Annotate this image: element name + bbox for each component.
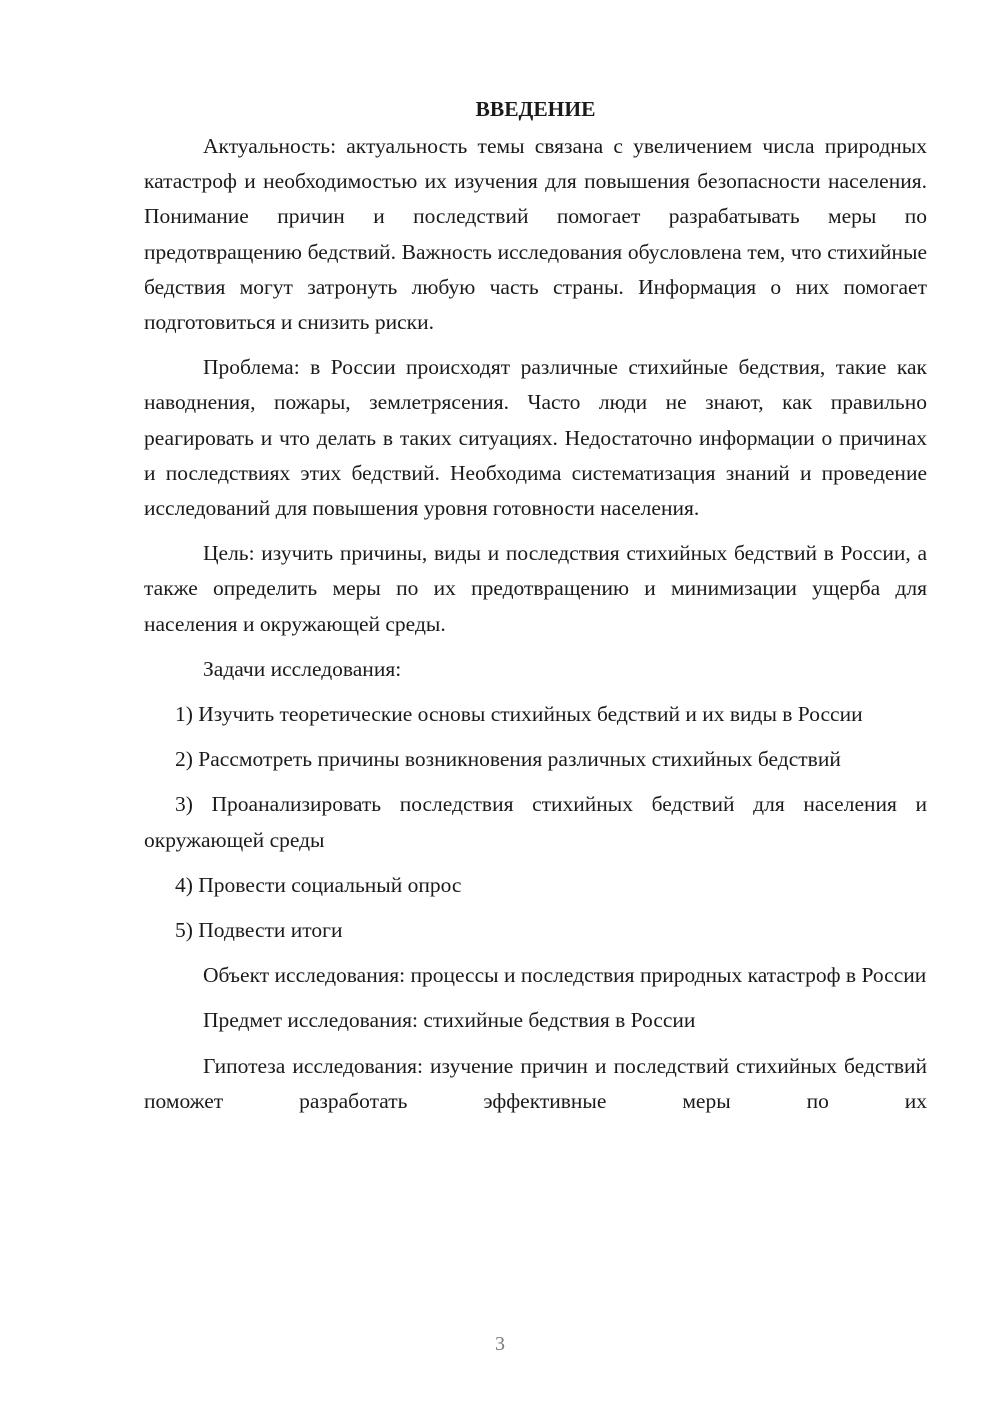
task-item: 2) Рассмотреть причины возникновения различных стихийных бедствий <box>175 747 841 772</box>
task-item: 1) Изучить теоретические основы стихийных бедствий и их виды в России <box>175 702 863 727</box>
relevance-paragraph: Актуальность: актуальность темы связана с увеличением числа природных катастроф и необходимостью их изучения для повышения безопасности населения. Понимание причин и последствий помогает разрабатывать меры по предотвращению бедствий. Важность исследования обусловлена тем, что стихийные бедствия могут затронуть любую часть страны. Информация о них помогает подготовиться и снизить риски. <box>144 134 927 335</box>
page-title: ВВЕДЕНИЕ <box>475 97 596 121</box>
task-item: 3) Проанализировать последствия стихийных бедствий для населения и окружающей среды <box>144 792 927 852</box>
object-paragraph: Объект исследования: процессы и последствия природных катастроф в России <box>203 963 927 988</box>
task-item: 5) Подвести итоги <box>175 918 343 943</box>
goal-paragraph: Цель: изучить причины, виды и последствия стихийных бедствий в России, а также определить меры по их предотвращению и минимизации ущерба для населения и окружающей среды. <box>144 541 927 636</box>
problem-paragraph: Проблема: в России происходят различные стихийные бедствия, такие как наводнения, пожары, землетрясения. Часто люди не знают, как правильно реагировать и что делать в таких ситуациях. Недостаточно информации о причинах и последствиях этих бедствий. Необходима систематизация знаний и проведение исследований для повышения уровня готовности населения. <box>144 355 927 521</box>
page-content <box>144 92 927 1129</box>
tasks-heading: Задачи исследования: <box>203 656 402 681</box>
task-item: 4) Провести социальный опрос <box>175 872 462 897</box>
page-number: 3 <box>495 1333 505 1355</box>
hypothesis-paragraph: Гипотеза исследования: изучение причин и последствий стихийных бедствий поможет разработать эффективные меры по их <box>144 1053 927 1113</box>
subject-paragraph: Предмет исследования: стихийные бедствия в России <box>203 1008 696 1033</box>
